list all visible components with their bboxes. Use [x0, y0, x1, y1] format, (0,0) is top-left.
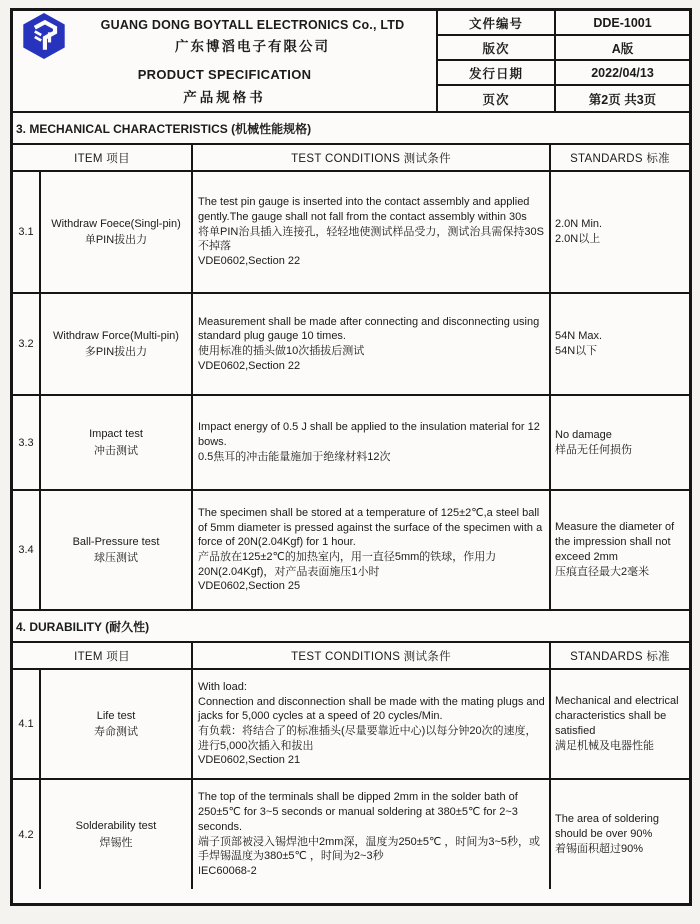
standard-line: 样品无任何损伤 — [555, 443, 632, 456]
item-name-en: Withdraw Foece(Singl-pin) — [51, 217, 181, 230]
conditions-cell — [193, 294, 551, 394]
row-number: 3.3 — [13, 396, 41, 489]
condition-line: 产品放在125±2℃的加热室内，用一直径5mm的铁球，作用力20N(2.04Kgf)，对产品表面施压1小时 — [198, 551, 497, 578]
section-3-table-header — [13, 145, 689, 172]
row-number: 4.1 — [13, 670, 41, 778]
section-4-title: 4. DURABILITY (耐久性) — [13, 611, 689, 643]
standard-line: Measure the diameter of the impression shall not exceed 2mm — [555, 521, 675, 563]
item-cell — [41, 172, 193, 292]
conditions-cell — [193, 670, 551, 778]
company-name-en: GUANG DONG BOYTALL ELECTRONICS Co., LTD — [100, 17, 405, 32]
condition-line: VDE0602,Section 22 — [198, 359, 301, 372]
condition-line: The test pin gauge is inserted into the contact assembly and applied gently.The gauge shall not fall from the contact assembly within 30s — [198, 196, 530, 223]
document-header — [13, 11, 689, 113]
product-title-en: PRODUCT SPECIFICATION — [137, 66, 312, 82]
conditions-cell — [193, 780, 551, 889]
item-cell — [41, 294, 193, 394]
standard-line: 54N Max. — [555, 330, 603, 343]
condition-line: Connection and disconnection shall be made with the mating plugs and jacks for 5,000 cycles at a speed of 20 cycles/Min. — [198, 695, 545, 723]
column-header-item: ITEM 项目 — [13, 643, 193, 668]
condition-line: VDE0602,Section 25 — [198, 580, 301, 593]
row-number: 3.2 — [13, 294, 41, 394]
condition-line: VDE0602,Section 21 — [198, 754, 301, 767]
standard-line: 压痕直径最大2毫米 — [555, 565, 650, 578]
field-value-doc-number: DDE-1001 — [556, 11, 689, 36]
item-cell — [41, 780, 193, 889]
condition-line: IEC60068-2 — [198, 864, 257, 877]
row-number: 4.2 — [13, 780, 41, 889]
condition-line: Measurement shall be made after connecting and disconnecting using standard plug gauge 10 times. — [198, 315, 540, 343]
table-row-3-1 — [13, 172, 689, 294]
item-name-cn: 单PIN拔出力 — [84, 234, 148, 246]
company-block — [13, 11, 438, 61]
conditions-cell — [193, 491, 551, 609]
condition-line: Impact energy of 0.5 J shall be applied to the insulation material for 12 bows. — [198, 421, 540, 449]
field-label-issue-date: 发行日期 — [438, 61, 556, 86]
table-row-4-1 — [13, 670, 689, 780]
standard-line: 2.0N Min. — [555, 218, 603, 231]
field-value-page: 第2页 共3页 — [588, 92, 657, 107]
table-row-3-2 — [13, 294, 689, 396]
column-header-item: ITEM 项目 — [13, 145, 193, 170]
field-value-issue-date: 2022/04/13 — [556, 61, 689, 86]
field-label-revision: 版次 — [438, 36, 556, 61]
item-name-en: Solderability test — [75, 820, 157, 832]
item-name-en: Withdraw Force(Multi-pin) — [53, 329, 179, 342]
standards-cell — [551, 670, 689, 778]
column-header-conditions: TEST CONDITIONS 测试条件 — [193, 145, 551, 170]
condition-line: The top of the terminals shall be dipped 2mm in the solder bath of 250±5℃ for 3~5 seconds or manual soldering at 380±5℃ for 2~3 seconds. — [198, 791, 518, 833]
product-title-block — [13, 61, 438, 111]
section-3-table — [13, 145, 689, 611]
standard-line: 54N以下 — [555, 345, 598, 357]
table-row-3-3 — [13, 396, 689, 491]
condition-line: 将单PIN治具插入连接孔，轻轻地使测试样品受力，测试治具需保持30S不掉落 — [198, 225, 544, 253]
standards-cell — [551, 396, 689, 489]
table-row-3-4 — [13, 491, 689, 611]
standards-cell — [551, 294, 689, 394]
item-name-cn: 球压测试 — [94, 552, 138, 564]
standard-line: 着锡面积超过90% — [555, 842, 644, 855]
condition-line: 有负载：将结合了的标准插头(尽量要靠近中心)以每分钟20次的速度，进行5,000次插入和拔出 — [198, 725, 537, 752]
row-number: 3.1 — [13, 172, 41, 292]
condition-line: 使用标准的插头做10次插拔后测试 — [198, 345, 365, 357]
company-name-cn: 广东博滔电子有限公司 — [175, 38, 330, 54]
standard-line: The area of soldering should be over 90% — [555, 813, 659, 841]
specification-document — [10, 8, 692, 906]
section-4-table — [13, 643, 689, 889]
item-cell — [41, 491, 193, 609]
section-3-title: 3. MECHANICAL CHARACTERISTICS (机械性能规格) — [13, 113, 689, 145]
item-name-en: Impact test — [89, 428, 143, 440]
product-title-cn: 产品规格书 — [183, 89, 266, 105]
conditions-cell — [193, 396, 551, 489]
standard-line: 2.0N以上 — [555, 233, 601, 245]
field-value-revision: A版 — [556, 36, 689, 61]
company-logo-icon — [21, 12, 67, 60]
column-header-standards: STANDARDS 标准 — [570, 152, 670, 165]
conditions-cell — [193, 172, 551, 292]
item-cell — [41, 670, 193, 778]
condition-line: The specimen shall be stored at a temperature of 125±2℃,a steel ball of 5mm diameter is pressed against the surface of the specimen with a force of 20N(2.04Kgf) for 1 hour. — [198, 506, 543, 549]
item-name-en: Ball-Pressure test — [72, 535, 160, 548]
standards-cell — [551, 491, 689, 609]
condition-line: VDE0602,Section 22 — [198, 255, 301, 268]
condition-line: 端子顶部被浸入锡焊池中2mm深，温度为250±5℃ ，时间为3~5秒，或手焊锡温度为380±5℃ ，时间为2~3秒 — [198, 835, 541, 863]
field-label-doc-number: 文件编号 — [438, 11, 556, 36]
item-name-cn: 焊锡性 — [99, 836, 133, 849]
condition-line: 0.5焦耳的冲击能量施加于绝缘材料12次 — [198, 450, 391, 463]
item-cell — [41, 396, 193, 489]
section-4-table-header — [13, 643, 689, 670]
column-header-conditions: TEST CONDITIONS 测试条件 — [193, 643, 551, 668]
standards-cell — [551, 172, 689, 292]
field-label-page: 页次 — [438, 86, 556, 111]
item-name-cn: 冲击测试 — [94, 444, 138, 457]
item-name-cn: 寿命测试 — [94, 726, 138, 738]
standard-line: Mechanical and electrical characteristics shall be satisfied — [555, 695, 679, 737]
column-header-standards: STANDARDS 标准 — [570, 650, 670, 663]
table-row-4-2 — [13, 780, 689, 889]
item-name-en: Life test — [96, 709, 136, 722]
row-number: 3.4 — [13, 491, 41, 609]
item-name-cn: 多PIN拔出力 — [84, 346, 148, 358]
standard-line: 满足机械及电器性能 — [555, 739, 654, 752]
standard-line: No damage — [555, 428, 612, 441]
standards-cell — [551, 780, 689, 889]
condition-line: With load: — [198, 680, 247, 693]
